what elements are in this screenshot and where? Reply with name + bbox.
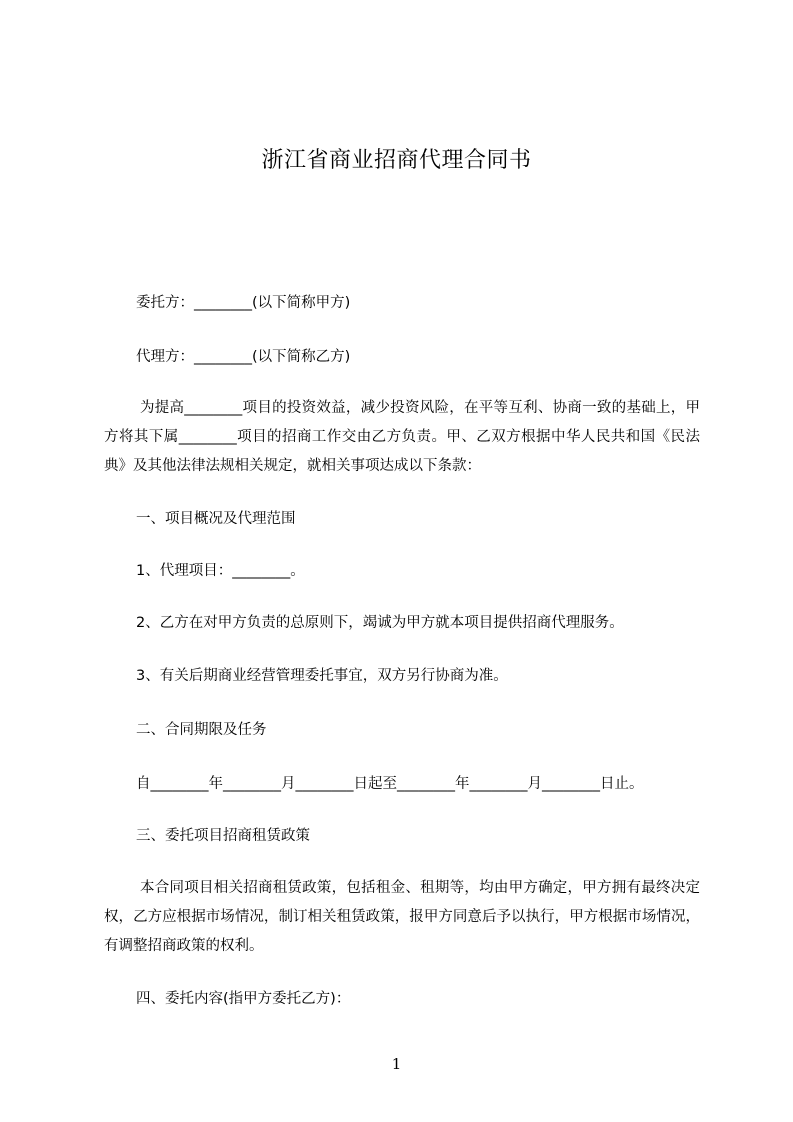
section1-heading: 一、项目概况及代理范围 bbox=[136, 511, 296, 527]
section3-paragraph: 本合同项目相关招商租赁政策，包括租金、租期等，均由甲方确定，甲方拥有最终决定权，乙方应根据市场情况，制订相关租赁政策，报甲方同意后予以执行，甲方根据市场情况，有调整招商政策的权利。 bbox=[104, 880, 700, 954]
page-number: 1 bbox=[391, 1055, 402, 1073]
principal-line: 委托方：________(以下简称甲方) bbox=[136, 295, 351, 311]
document-title: 浙江省商业招商代理合同书 bbox=[261, 148, 532, 173]
section1-item1: 1、代理项目：________。 bbox=[136, 563, 305, 579]
section1-item2: 2、乙方在对甲方负责的总原则下，竭诚为甲方就本项目提供招商代理服务。 bbox=[136, 615, 624, 631]
section3-heading: 三、委托项目招商租赁政策 bbox=[136, 828, 310, 844]
section2-heading: 二、合同期限及任务 bbox=[136, 722, 267, 738]
preamble-paragraph: 为提高________项目的投资效益，减少投资风险，在平等互利、协商一致的基础上，甲方将其下属________项目的招商工作交由乙方负责。甲、乙双方根据中华人民共和国《民法典》及其他法律法规相关规定，就相关事项达成以下条款： bbox=[104, 400, 700, 474]
section1-item3: 3、有关后期商业经营管理委托事宜，双方另行协商为准。 bbox=[136, 668, 508, 684]
section4-heading: 四、委托内容(指甲方委托乙方)： bbox=[136, 991, 351, 1007]
agent-line: 代理方：________(以下简称乙方) bbox=[136, 349, 351, 365]
section2-term: 自________年________月________日起至________年________月________日止。 bbox=[136, 776, 644, 792]
